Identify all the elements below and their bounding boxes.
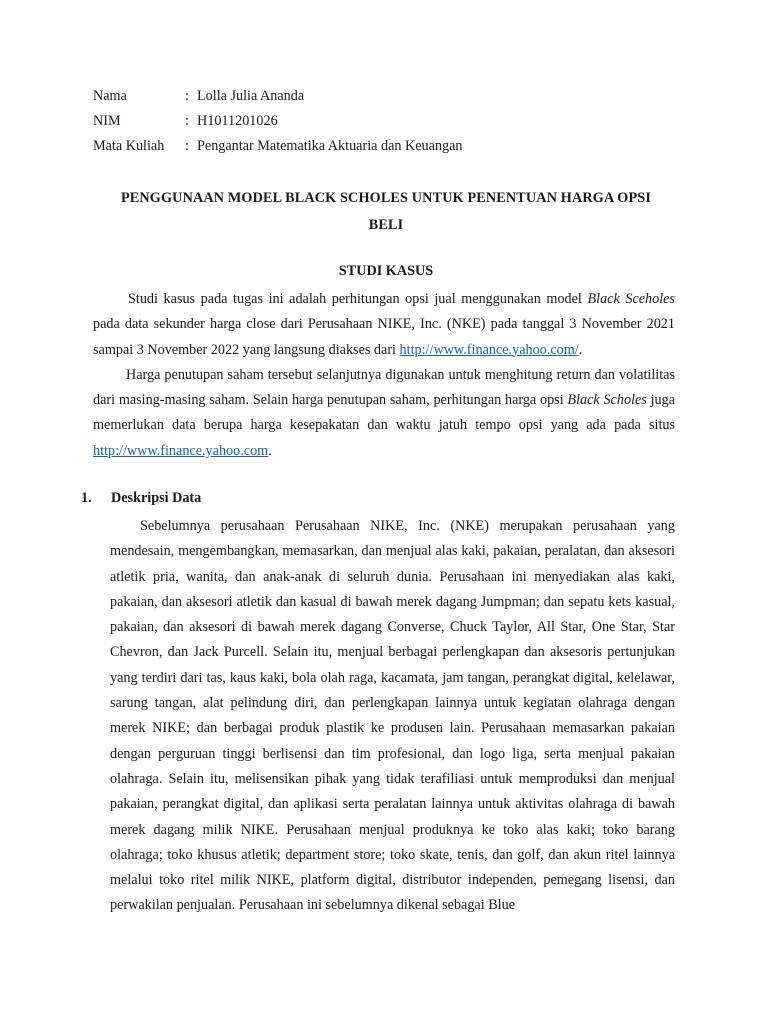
paragraph-text: . — [578, 341, 583, 358]
paragraph-text: Harga penutupan saham tersebut selanjutnya digunakan untuk menghitung return dan volatilitas dari masing-masing saham. Selain harga penutupan saham, perhitungan harga opsi — [93, 366, 675, 409]
document-title — [86, 186, 686, 238]
identity-row-name — [93, 86, 463, 111]
subsection-title: Deskripsi Data — [111, 490, 202, 506]
identity-label: Mata Kuliah — [93, 138, 165, 154]
identity-colon: : — [185, 138, 189, 154]
subsection-heading — [81, 487, 201, 509]
paragraph-intro — [93, 287, 675, 363]
paragraph-text: juga memerlukan data berupa harga kesepakatan dan waktu jatuh tempo opsi yang ada pada situs — [93, 392, 675, 434]
title-line-2: BELI — [368, 217, 404, 233]
identity-value: Pengantar Matematika Aktuaria dan Keuangan — [197, 138, 463, 154]
paragraph-text: pada data sekunder harga close dari Perusahaan NIKE, Inc. (NKE) pada tanggal 3 November 2021 sampai 3 November 2022 yang langsung diakses dari — [93, 316, 675, 358]
identity-row-nim — [93, 111, 463, 136]
paragraph-data-description: Sebelumnya perusahaan Perusahaan NIKE, Inc. (NKE) merupakan perusahaan yang mendesain, mengembangkan, memasarkan, dan menjual alas kaki, pakaian, peralatan, dan aksesori atletik pria, wanita, dan anak-anak di seluruh dunia. Perusahaan ini menyediakan alas kaki, pakaian, dan aksesori atletik dan kasual di bawah merek dagang Jumpman; dan sepatu kets kasual, pakaian, dan aksesori di bawah merek dagang Converse, Chuck Taylor, All Star, One Star, Star Chevron, dan Jack Purcell. Selain itu, menjual berbagai perlengkapan dan aksesoris pertunjukan yang terdiri dari tas, kaus kaki, bola olah raga, kacamata, jam tangan, perangkat digital, kelelawar, sarung tangan, alat pelindung diri, dan perlengkapan lainnya untuk kegiatan olahraga dengan merek NIKE; dan berbagai produk plastik ke produsen lain. Perusahaan memasarkan pakaian dengan perguruan tinggi berlisensi dan tim profesional, dan logo liga, serta menjual pakaian olahraga. Selain itu, melisensikan pihak yang tidak terafiliasi untuk memproduksi dan menjual pakaian, perangkat digital, dan aplikasi serta peralatan lainnya untuk aktivitas olahraga di bawah merek dagang milik NIKE. Perusahaan menjual produknya ke toko alas kaki; toko barang olahraga; toko khusus atletik; department store; toko skate, tenis, dan golf, dan akun ritel lainnya melalui toko ritel milik NIKE, platform digital, distributor independen, pemegang lisensi, dan perwakilan penjualan. Perusahaan ini sebelumnya dikenal sebagai Blue — [110, 518, 675, 914]
paragraph-text: Studi kasus pada tugas ini adalah perhitungan opsi jual menggunakan model — [128, 291, 588, 307]
yahoo-finance-link[interactable]: http://www.finance.yahoo.com/ — [399, 341, 579, 358]
identity-value: Lolla Julia Ananda — [197, 88, 305, 104]
subsection-number: 1. — [81, 490, 92, 506]
identity-colon: : — [185, 88, 189, 104]
case-study-body — [93, 287, 675, 464]
section-heading: STUDI KASUS — [338, 263, 434, 279]
paragraph-italic-term: Black Sceholes — [587, 291, 675, 307]
identity-row-course — [93, 136, 463, 161]
yahoo-finance-link[interactable]: http://www.finance.yahoo.com — [93, 442, 269, 459]
identity-label: NIM — [93, 113, 121, 129]
identity-label: Nama — [93, 88, 127, 104]
data-description-body — [110, 514, 675, 919]
paragraph-italic-term: Black Scholes — [567, 392, 647, 409]
title-line-1: PENGGUNAAN MODEL BLACK SCHOLES UNTUK PENENTUAN HARGA OPSI — [120, 190, 651, 206]
paragraph-closing-price — [93, 363, 675, 464]
identity-value: H1011201026 — [197, 113, 278, 129]
identity-block — [93, 86, 463, 161]
identity-colon: : — [185, 113, 189, 129]
paragraph-text: . — [268, 442, 272, 459]
